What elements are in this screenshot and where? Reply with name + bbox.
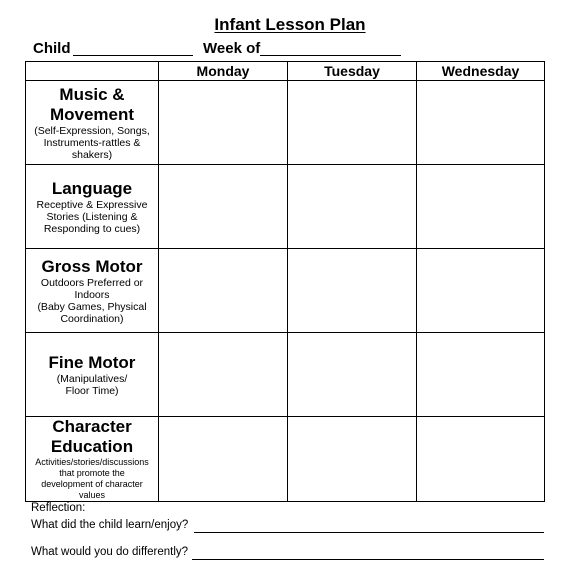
- table-row: [26, 417, 545, 502]
- category-cell-music: [26, 81, 159, 165]
- category-description: (Self-Expression, Songs, Instruments-rattles & shakers): [34, 124, 150, 161]
- reflection-label: Reflection:: [31, 502, 86, 514]
- reflection-answer-learn-line[interactable]: [194, 532, 544, 533]
- child-label: Child: [33, 40, 71, 57]
- table-row: [26, 333, 545, 417]
- category-cell-gross-motor: [26, 249, 159, 333]
- header-tuesday: Tuesday: [288, 62, 417, 81]
- page-title: [0, 15, 580, 35]
- header-wednesday: Wednesday: [417, 62, 545, 81]
- wednesday-cell[interactable]: [417, 417, 545, 502]
- category-description: Outdoors Preferred or Indoors (Baby Games, Physical Coordination): [37, 276, 147, 325]
- reflection-question-differently: What would you do differently?: [31, 546, 189, 558]
- child-name-field[interactable]: [73, 55, 193, 56]
- table-header-row: [26, 62, 545, 81]
- category-title: Music & Movement: [49, 84, 135, 124]
- title-text: Infant Lesson Plan: [214, 15, 366, 34]
- header-corner-cell: [26, 62, 159, 81]
- monday-cell[interactable]: [159, 417, 288, 502]
- tuesday-cell[interactable]: [288, 333, 417, 417]
- tuesday-cell[interactable]: [288, 81, 417, 165]
- tuesday-cell[interactable]: [288, 249, 417, 333]
- category-title: Fine Motor: [48, 352, 136, 372]
- reflection-question-learn: What did the child learn/enjoy?: [31, 519, 189, 531]
- category-cell-language: [26, 165, 159, 249]
- week-label: Week of: [203, 40, 261, 57]
- category-description: Receptive & Expressive Stories (Listening & Responding to cues): [36, 198, 148, 235]
- category-description: (Manipulatives/ Floor Time): [56, 372, 128, 397]
- monday-cell[interactable]: [159, 165, 288, 249]
- monday-cell[interactable]: [159, 333, 288, 417]
- table-row: [26, 249, 545, 333]
- wednesday-cell[interactable]: [417, 333, 545, 417]
- wednesday-cell[interactable]: [417, 249, 545, 333]
- category-cell-fine-motor: [26, 333, 159, 417]
- monday-cell[interactable]: [159, 249, 288, 333]
- reflection-answer-differently-line[interactable]: [192, 559, 544, 560]
- category-title: Character Education: [50, 417, 134, 456]
- week-field[interactable]: [260, 55, 401, 56]
- wednesday-cell[interactable]: [417, 81, 545, 165]
- table-row: [26, 165, 545, 249]
- monday-cell[interactable]: [159, 81, 288, 165]
- category-cell-character-education: [26, 417, 159, 502]
- header-monday: Monday: [159, 62, 288, 81]
- tuesday-cell[interactable]: [288, 417, 417, 502]
- lesson-plan-table: [25, 61, 545, 502]
- table-row: [26, 81, 545, 165]
- tuesday-cell[interactable]: [288, 165, 417, 249]
- category-title: Language: [51, 178, 133, 198]
- category-description: Activities/stories/discussions that promote the development of character values: [35, 457, 149, 500]
- category-title: Gross Motor: [41, 256, 143, 276]
- wednesday-cell[interactable]: [417, 165, 545, 249]
